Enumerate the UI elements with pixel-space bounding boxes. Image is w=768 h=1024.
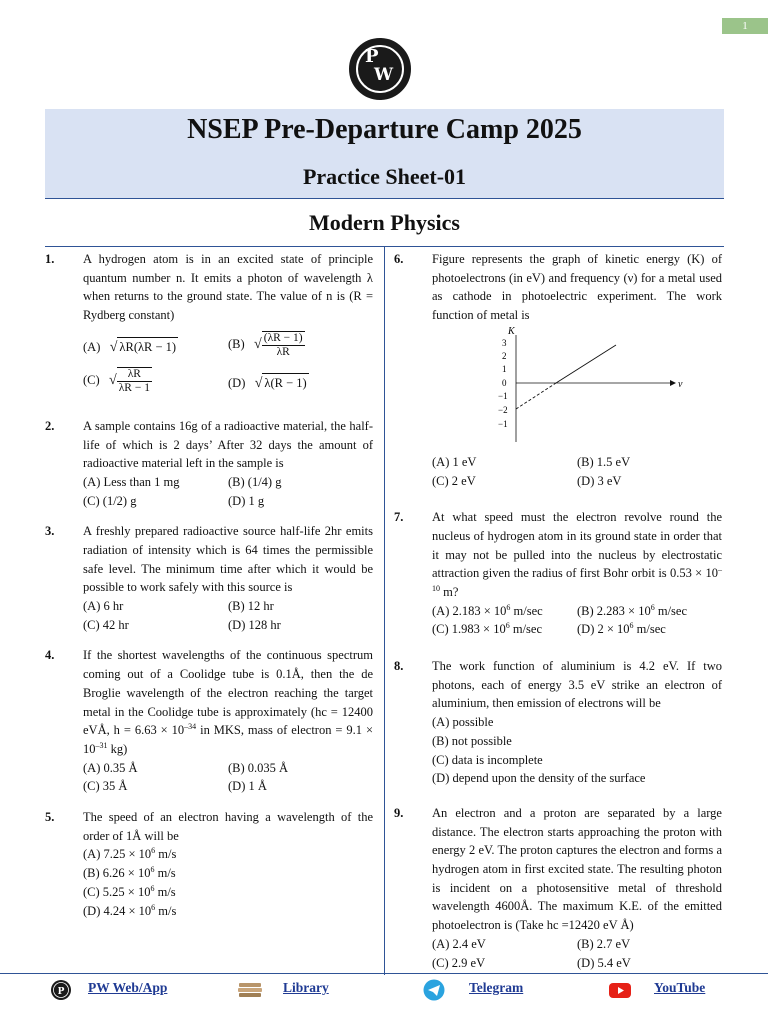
- option-a: (A) √ λR(λR − 1): [83, 337, 178, 358]
- y-tick: −2: [498, 404, 508, 415]
- footer-divider: [0, 973, 768, 974]
- question-number: 2.: [45, 418, 55, 433]
- options-row: [83, 473, 373, 492]
- options-row: [83, 759, 373, 778]
- question-text: A freshly prepared radioactive source half-life 2hr emits radiation of intensity which is 64 times the permissible safe level. The minimum time after which it would be possible to work safely with this source is: [83, 524, 373, 595]
- option-b: (B) √ $\frac{(\lambda R - 1)}{\lambda R}$: [228, 331, 303, 358]
- question-number: 9.: [394, 805, 404, 820]
- y-tick: 1: [502, 363, 507, 374]
- library-books-icon: [236, 979, 264, 1001]
- svg-text:P: P: [57, 987, 65, 997]
- y-tick: −1: [498, 418, 508, 429]
- option-b: (B) 2.7 eV: [577, 936, 631, 951]
- option-b: (B) $2.283 \times 10^6$ m/sec: [577, 602, 688, 618]
- youtube-icon: [608, 979, 632, 1001]
- options-row: [83, 331, 373, 365]
- footer-link-pw-web-app[interactable]: PW Web/App: [88, 980, 168, 995]
- option-a: (A) 0.35 Å: [83, 760, 138, 775]
- option-a: (A) 2.4 eV: [432, 936, 486, 951]
- option-d: (D) depend upon the density of the surface: [432, 771, 646, 786]
- options-row: [83, 492, 373, 511]
- footer-link-youtube[interactable]: YouTube: [654, 980, 706, 995]
- option-d: (D) 5.4 eV: [577, 955, 631, 970]
- ke-line: [556, 345, 616, 383]
- option-a: (A) 6 hr: [83, 599, 124, 614]
- title-banner: [45, 109, 724, 198]
- option-c: (C) 42 hr: [83, 617, 129, 632]
- question-3: [45, 522, 373, 634]
- option-c: (C) $5.25 \times 10^6$ m/s: [83, 883, 176, 899]
- question-number: 1.: [45, 252, 55, 266]
- ke-frequency-graph: [492, 327, 692, 449]
- options-row: [83, 597, 373, 616]
- question-number: 4.: [45, 648, 55, 663]
- option-d: (D) 128 hr: [228, 617, 281, 632]
- y-tick: 2: [502, 350, 507, 361]
- y-tick: 0: [502, 377, 507, 388]
- question-text: The speed of an electron having a wavelength of the order of 1Å will be: [83, 810, 373, 843]
- options-row: [83, 616, 373, 635]
- options-row: [432, 620, 722, 639]
- question-text: Figure represents the graph of kinetic energy (K) of photoelectrons (in eV) and frequency (ν) for a metal used as cathode in photoelectric experiment. The work function of metal is: [432, 252, 722, 323]
- option-d: (D) 1 Å: [228, 779, 267, 794]
- y-tick: 3: [502, 337, 507, 348]
- question-text: A hydrogen atom is in an excited state of principle quantum number n. It emits a photon of wavelength λ when returns to the ground state. The value of n is (R = Rydberg constant): [83, 252, 373, 323]
- option-a: (A) $2.183 \times 10^6$ m/sec: [432, 602, 543, 618]
- question-4: [45, 646, 373, 796]
- option-a: (A) Less than 1 mg: [83, 474, 180, 489]
- question-1: [45, 250, 373, 401]
- option-c: (C) 35 Å: [83, 779, 128, 794]
- option-d: (D) √ λ(R − 1): [228, 373, 309, 394]
- question-number: 8.: [394, 659, 404, 674]
- question-number: 6.: [394, 252, 404, 266]
- option-b: (B) $6.26 \times 10^6$ m/s: [83, 865, 176, 881]
- y-axis-label: K: [508, 326, 515, 337]
- page-number-badge: 1: [722, 18, 768, 34]
- question-7: [394, 508, 722, 639]
- title-divider: [45, 198, 724, 199]
- telegram-icon: [423, 979, 445, 1001]
- option-d: (D) $2 \times 10^6$ m/sec: [577, 621, 666, 637]
- footer-link-library[interactable]: Library: [283, 980, 329, 995]
- question-9: [394, 804, 722, 972]
- option-d: (D) 1 g: [228, 493, 265, 508]
- column-divider: [384, 247, 385, 975]
- options-row: [83, 777, 373, 796]
- question-number: 7.: [394, 510, 404, 525]
- left-column: [45, 250, 373, 932]
- options-row: [432, 954, 722, 973]
- subject-heading: Modern Physics: [309, 210, 460, 235]
- option-c: (C) √ $\frac{\lambda R}{\lambda R - 1}$: [83, 367, 150, 394]
- option-b: (B) 0.035 Å: [228, 760, 289, 775]
- question-number: 5.: [45, 810, 55, 825]
- question-text: A sample contains 16g of a radioactive material, the half-life of which is 2 days’ After 32 days the amount of radioactive material left in the sample is: [83, 418, 373, 471]
- option-d: (D) 3 eV: [577, 473, 622, 488]
- x-axis-arrow: [670, 380, 676, 386]
- option-c: (C) 2 eV: [432, 473, 476, 488]
- option-c: (C) data is incomplete: [432, 752, 543, 767]
- question-text: If the shortest wavelengths of the continuous spectrum coming out of a Coolidge tube is 0.1Å, then the de Broglie wavelength of the electron reaching the target metal in the Coolidge tube is approximately (hc = 12400 eVÅ, $h = 6.63 \times 10^{-34}$ in MKS, mass of electron = $9.1 \times 10^{-31}$ kg): [83, 648, 373, 756]
- question-text: At what speed must the electron revolve round the nucleus of hydrogen atom in its ground state in order that it may not be pulled into the nucleus by electrostatic attraction given the radius of first Bohr orbit is $0.53 \times 10^{-10}$ m?: [432, 510, 722, 599]
- option-b: (B) (1/4) g: [228, 474, 282, 489]
- question-6: [394, 250, 722, 490]
- options-row: [432, 453, 722, 472]
- option-a: (A) possible: [432, 715, 494, 730]
- option-d: (D) $4.24 \times 10^6$ m/s: [83, 902, 177, 918]
- option-b: (B) 12 hr: [228, 599, 274, 614]
- options-row: [432, 472, 722, 491]
- sheet-subtitle: Practice Sheet-01: [302, 164, 467, 189]
- options-row: [432, 935, 722, 954]
- logo-letter-p: P: [365, 46, 379, 67]
- logo-letter-w: W: [374, 65, 394, 85]
- question-5: [45, 808, 373, 920]
- option-a: (A) 1 eV: [432, 454, 477, 469]
- options-row: [83, 365, 373, 401]
- page-title: NSEP Pre-Departure Camp 2025: [187, 114, 582, 145]
- question-number: 3.: [45, 524, 55, 539]
- question-8: [394, 657, 722, 788]
- footer-link-telegram[interactable]: Telegram: [469, 980, 524, 995]
- y-tick: −1: [498, 390, 508, 401]
- option-b: (B) not possible: [432, 733, 512, 748]
- extrapolated-line: [516, 383, 556, 409]
- option-c: (C) $1.983 \times 10^6$ m/sec: [432, 621, 543, 637]
- question-2: [45, 417, 373, 510]
- pw-logo-icon: [50, 979, 72, 1001]
- option-c: (C) 2.9 eV: [432, 955, 486, 970]
- pw-logo: [349, 38, 411, 100]
- option-c: (C) (1/2) g: [83, 493, 137, 508]
- question-text: An electron and a proton are separated by a large distance. The electron starts approaching the proton with energy 2 eV. The proton captures the electron and forms a hydrogen atom in first excited state. The resulting photon is incident on a photosensitive metal of threshold wavelength 4600Å. The maximum K.E. of the emitted photoelectron is (Take hc =12420 eV Å): [432, 805, 722, 933]
- x-axis-label: ν: [678, 378, 683, 390]
- options-row: [432, 602, 722, 621]
- option-b: (B) 1.5 eV: [577, 454, 631, 469]
- option-a: (A) $7.25 \times 10^6$ m/s: [83, 846, 177, 862]
- question-text: The work function of aluminium is 4.2 eV. If two photons, each of energy 3.5 eV strike an electron of aluminium, then emission of electrons will be: [432, 659, 722, 711]
- right-column: [394, 250, 722, 984]
